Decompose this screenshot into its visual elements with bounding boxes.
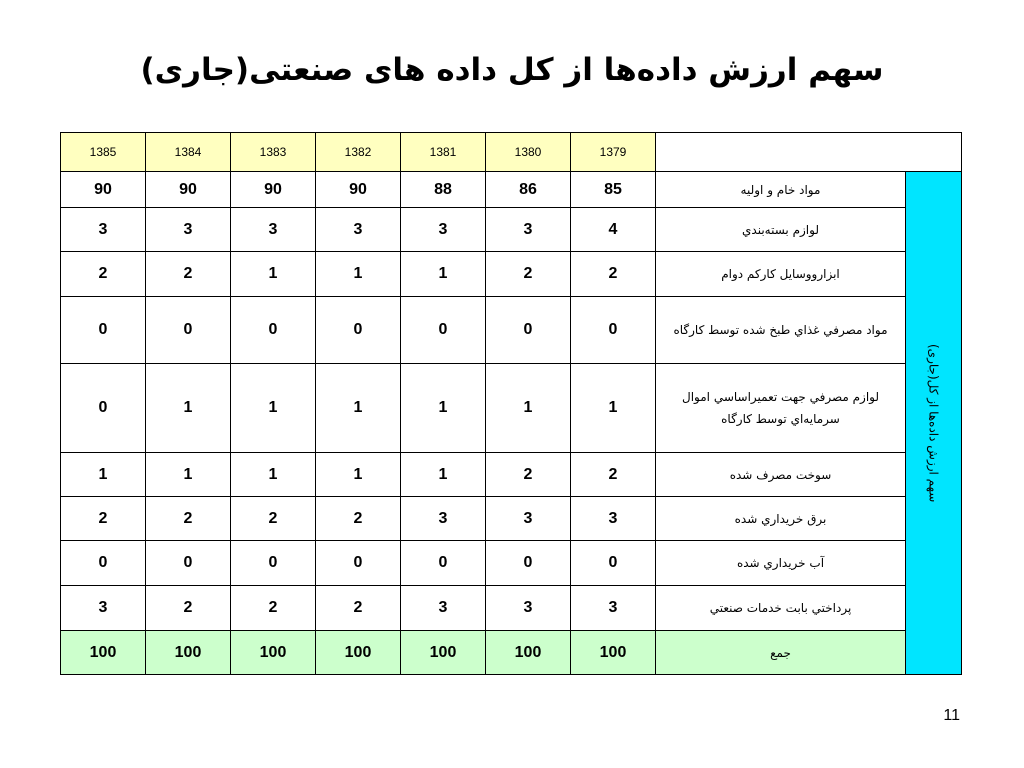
value-cell: 3 xyxy=(61,586,146,631)
value-cell: 90 xyxy=(316,172,401,208)
year-header: 1381 xyxy=(401,133,486,172)
total-cell: 100 xyxy=(316,631,401,675)
value-cell: 0 xyxy=(316,297,401,364)
row-label: لوازم مصرفي جهت تعميراساسي اموال سرمايه‌اي توسط كارگاه xyxy=(656,364,906,453)
data-table xyxy=(60,132,962,675)
value-cell: 0 xyxy=(316,541,401,586)
table-row xyxy=(61,364,962,453)
row-label: سوخت مصرف شده xyxy=(656,453,906,497)
value-cell: 2 xyxy=(146,586,231,631)
value-cell: 4 xyxy=(571,208,656,252)
row-label: برق خريداري شده xyxy=(656,497,906,541)
value-cell: 1 xyxy=(401,453,486,497)
total-cell: 100 xyxy=(571,631,656,675)
row-label: پرداختي بابت خدمات صنعتي xyxy=(656,586,906,631)
value-cell: 3 xyxy=(571,497,656,541)
value-cell: 1 xyxy=(316,364,401,453)
total-row xyxy=(61,631,962,675)
value-cell: 2 xyxy=(571,453,656,497)
value-cell: 2 xyxy=(146,497,231,541)
year-header: 1385 xyxy=(61,133,146,172)
value-cell: 3 xyxy=(316,208,401,252)
total-cell: 100 xyxy=(401,631,486,675)
value-cell: 2 xyxy=(486,252,571,297)
table-row xyxy=(61,297,962,364)
row-label: مواد مصرفي غذاي طبخ شده توسط كارگاه xyxy=(656,297,906,364)
value-cell: 1 xyxy=(316,252,401,297)
value-cell: 2 xyxy=(231,497,316,541)
total-cell: 100 xyxy=(146,631,231,675)
value-cell: 0 xyxy=(61,541,146,586)
value-cell: 3 xyxy=(231,208,316,252)
value-cell: 90 xyxy=(61,172,146,208)
value-cell: 2 xyxy=(61,497,146,541)
value-cell: 3 xyxy=(486,497,571,541)
value-cell: 85 xyxy=(571,172,656,208)
table-row xyxy=(61,208,962,252)
value-cell: 0 xyxy=(231,541,316,586)
table-row xyxy=(61,453,962,497)
value-cell: 3 xyxy=(401,586,486,631)
value-cell: 1 xyxy=(231,453,316,497)
value-cell: 0 xyxy=(401,297,486,364)
total-cell: 100 xyxy=(486,631,571,675)
value-cell: 2 xyxy=(486,453,571,497)
value-cell: 1 xyxy=(146,453,231,497)
total-cell: 100 xyxy=(61,631,146,675)
value-cell: 3 xyxy=(486,586,571,631)
value-cell: 0 xyxy=(571,541,656,586)
value-cell: 1 xyxy=(316,453,401,497)
value-cell: 1 xyxy=(61,453,146,497)
value-cell: 0 xyxy=(61,364,146,453)
table-row xyxy=(61,172,962,208)
value-cell: 90 xyxy=(231,172,316,208)
side-label-cell xyxy=(906,172,962,675)
value-cell: 3 xyxy=(146,208,231,252)
year-header: 1380 xyxy=(486,133,571,172)
value-cell: 2 xyxy=(231,586,316,631)
value-cell: 2 xyxy=(316,497,401,541)
page-number: 11 xyxy=(943,707,960,724)
value-cell: 1 xyxy=(401,252,486,297)
value-cell: 0 xyxy=(61,297,146,364)
value-cell: 0 xyxy=(486,297,571,364)
value-cell: 90 xyxy=(146,172,231,208)
value-cell: 2 xyxy=(146,252,231,297)
value-cell: 88 xyxy=(401,172,486,208)
year-header: 1379 xyxy=(571,133,656,172)
header-row xyxy=(61,133,962,172)
slide-title: سهم ارزش داده‌ها از كل داده های صنعتی(جاری) xyxy=(140,52,884,88)
year-header: 1382 xyxy=(316,133,401,172)
row-label: آب خريداري شده xyxy=(656,541,906,586)
year-header: 1384 xyxy=(146,133,231,172)
value-cell: 0 xyxy=(146,541,231,586)
value-cell: 1 xyxy=(231,364,316,453)
value-cell: 0 xyxy=(401,541,486,586)
value-cell: 1 xyxy=(231,252,316,297)
value-cell: 0 xyxy=(486,541,571,586)
value-cell: 1 xyxy=(146,364,231,453)
value-cell: 3 xyxy=(401,497,486,541)
table-row xyxy=(61,586,962,631)
value-cell: 86 xyxy=(486,172,571,208)
value-cell: 3 xyxy=(61,208,146,252)
value-cell: 3 xyxy=(401,208,486,252)
row-label: لوازم بسته‌بندي xyxy=(656,208,906,252)
value-cell: 2 xyxy=(571,252,656,297)
value-cell: 3 xyxy=(571,586,656,631)
corner-cell xyxy=(656,133,962,172)
value-cell: 1 xyxy=(486,364,571,453)
table-row xyxy=(61,252,962,297)
value-cell: 3 xyxy=(486,208,571,252)
table-row xyxy=(61,497,962,541)
value-cell: 0 xyxy=(571,297,656,364)
total-cell: 100 xyxy=(231,631,316,675)
year-header: 1383 xyxy=(231,133,316,172)
table-row xyxy=(61,541,962,586)
row-label: ابزاروو‌سايل كاركم دوام xyxy=(656,252,906,297)
value-cell: 1 xyxy=(571,364,656,453)
value-cell: 2 xyxy=(316,586,401,631)
value-cell: 2 xyxy=(61,252,146,297)
value-cell: 0 xyxy=(231,297,316,364)
total-label: جمع xyxy=(656,631,906,675)
value-cell: 0 xyxy=(146,297,231,364)
side-label: سهم ارزش داده‌ها از كل(جاری) xyxy=(926,343,941,503)
row-label: مواد خام و اوليه xyxy=(656,172,906,208)
value-cell: 1 xyxy=(401,364,486,453)
